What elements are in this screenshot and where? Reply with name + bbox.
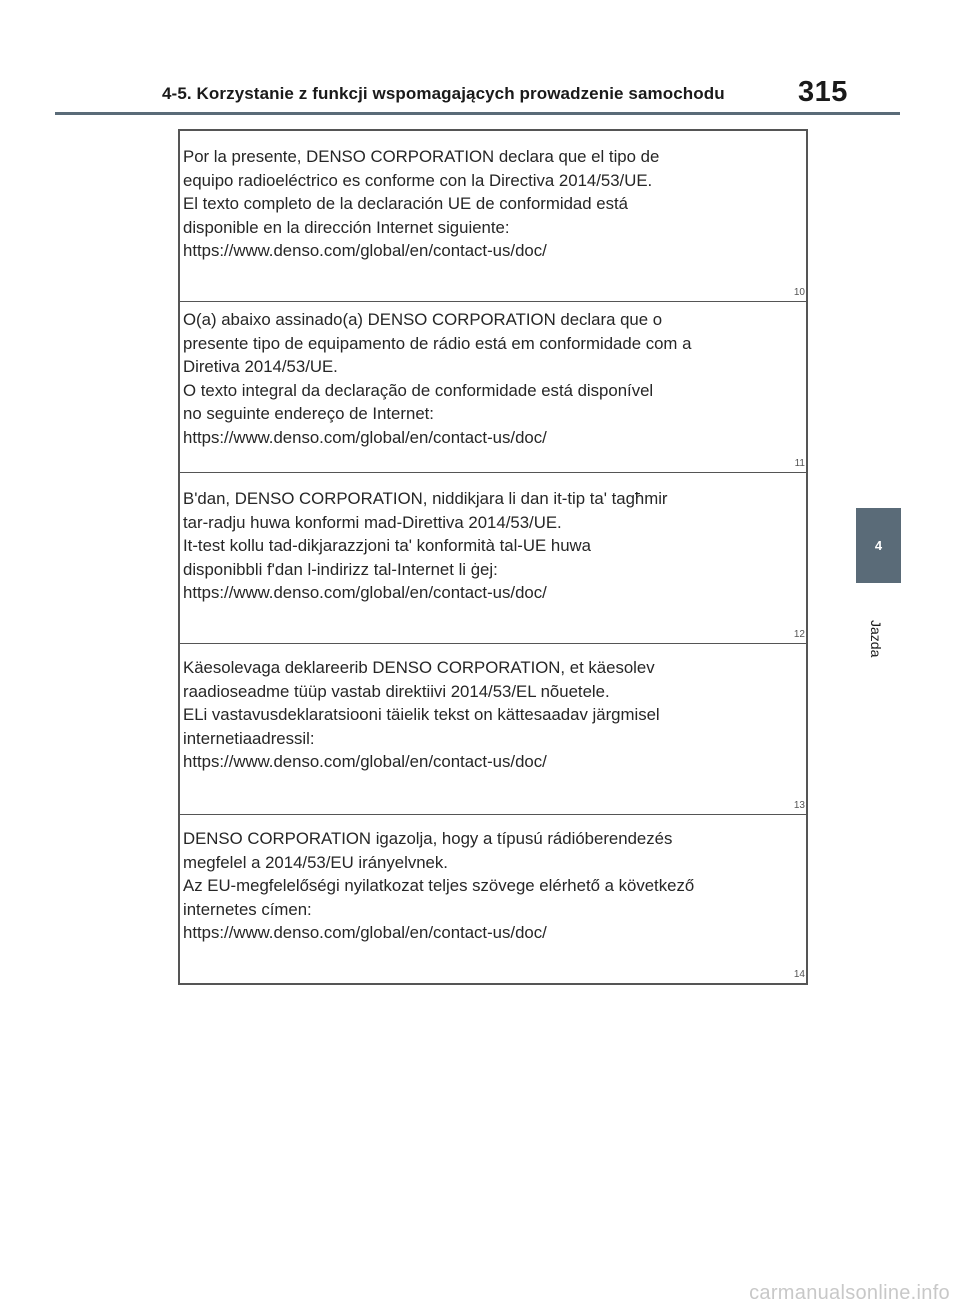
declaration-url: https://www.denso.com/global/en/contact-us/doc/ — [183, 752, 547, 771]
declaration-line: O texto integral da declaração de conformidade está disponível — [183, 380, 654, 400]
declaration-number: 11 — [794, 458, 805, 469]
watermark: carmanualsonline.info — [749, 1282, 950, 1304]
declaration-box-10 — [180, 131, 806, 302]
declaration-box-14 — [180, 815, 806, 983]
declaration-box-11 — [180, 302, 806, 473]
declaration-text — [183, 656, 803, 774]
declaration-line: Diretiva 2014/53/UE. — [183, 357, 338, 376]
declaration-line: disponible en la dirección Internet siguiente: — [183, 217, 510, 237]
declaration-text — [183, 145, 803, 263]
declaration-number: 10 — [793, 287, 805, 298]
declaration-number: 14 — [793, 969, 805, 980]
declaration-line: megfelel a 2014/53/EU irányelvnek. — [183, 852, 448, 872]
declaration-box-13 — [180, 644, 806, 815]
declaration-url: https://www.denso.com/global/en/contact-us/doc/ — [183, 427, 547, 447]
declaration-line: internetes címen: — [183, 899, 312, 919]
header-divider — [55, 112, 900, 115]
declaration-line: tar-radju huwa konformi mad-Direttiva 2014/53/UE. — [183, 512, 562, 532]
declaration-line: Az EU-megfelelőségi nyilatkozat teljes szövege elérhető a következő — [183, 876, 695, 895]
declaration-url: https://www.denso.com/global/en/contact-us/doc/ — [183, 583, 547, 602]
chapter-tab — [856, 508, 901, 583]
declaration-line: DENSO CORPORATION igazolja, hogy a típusú rádióberendezés — [183, 829, 673, 848]
chapter-label: Jazda — [868, 620, 884, 658]
declaration-line: raadioseadme tüüp vastab direktiivi 2014/53/EL nõuetele. — [183, 681, 610, 701]
declaration-line: O(a) abaixo assinado(a) DENSO CORPORATION declara que o — [183, 310, 663, 329]
declaration-line: Por la presente, DENSO CORPORATION declara que el tipo de — [183, 147, 660, 166]
page-number: 315 — [798, 76, 848, 108]
declaration-number: 13 — [793, 800, 805, 811]
declaration-line: equipo radioeléctrico es conforme con la Directiva 2014/53/UE. — [183, 170, 653, 190]
section-title: 4-5. Korzystanie z funkcji wspomagających prowadzenie samochodu — [162, 84, 725, 103]
declaration-text — [183, 487, 803, 605]
declaration-url: https://www.denso.com/global/en/contact-us/doc/ — [183, 241, 547, 260]
declaration-line: no seguinte endereço de Internet: — [183, 404, 434, 423]
declaration-text — [183, 308, 803, 449]
declaration-box-12 — [180, 473, 806, 644]
declaration-text — [183, 827, 803, 945]
chapter-number: 4 — [874, 538, 883, 553]
declaration-line: It-test kollu tad-dikjarazzjoni ta' konformità tal-UE huwa — [183, 536, 591, 555]
declaration-line: Käesolevaga deklareerib DENSO CORPORATION, et käesolev — [183, 658, 655, 677]
declaration-line: presente tipo de equipamento de rádio está em conformidade com a — [183, 333, 692, 353]
declaration-line: disponibbli f'dan l-indirizz tal-Internet li ġej: — [183, 559, 498, 579]
declaration-line: El texto completo de la declaración UE de conformidad está — [183, 194, 628, 213]
declaration-url: https://www.denso.com/global/en/contact-us/doc/ — [183, 923, 547, 942]
declaration-number: 12 — [793, 629, 805, 640]
declaration-line: internetiaadressil: — [183, 728, 315, 748]
declaration-line: B'dan, DENSO CORPORATION, niddikjara li dan it-tip ta' tagħmir — [183, 489, 668, 508]
declaration-line: ELi vastavusdeklaratsiooni täielik tekst on kättesaadav järgmisel — [183, 705, 660, 724]
declaration-table — [178, 129, 808, 985]
